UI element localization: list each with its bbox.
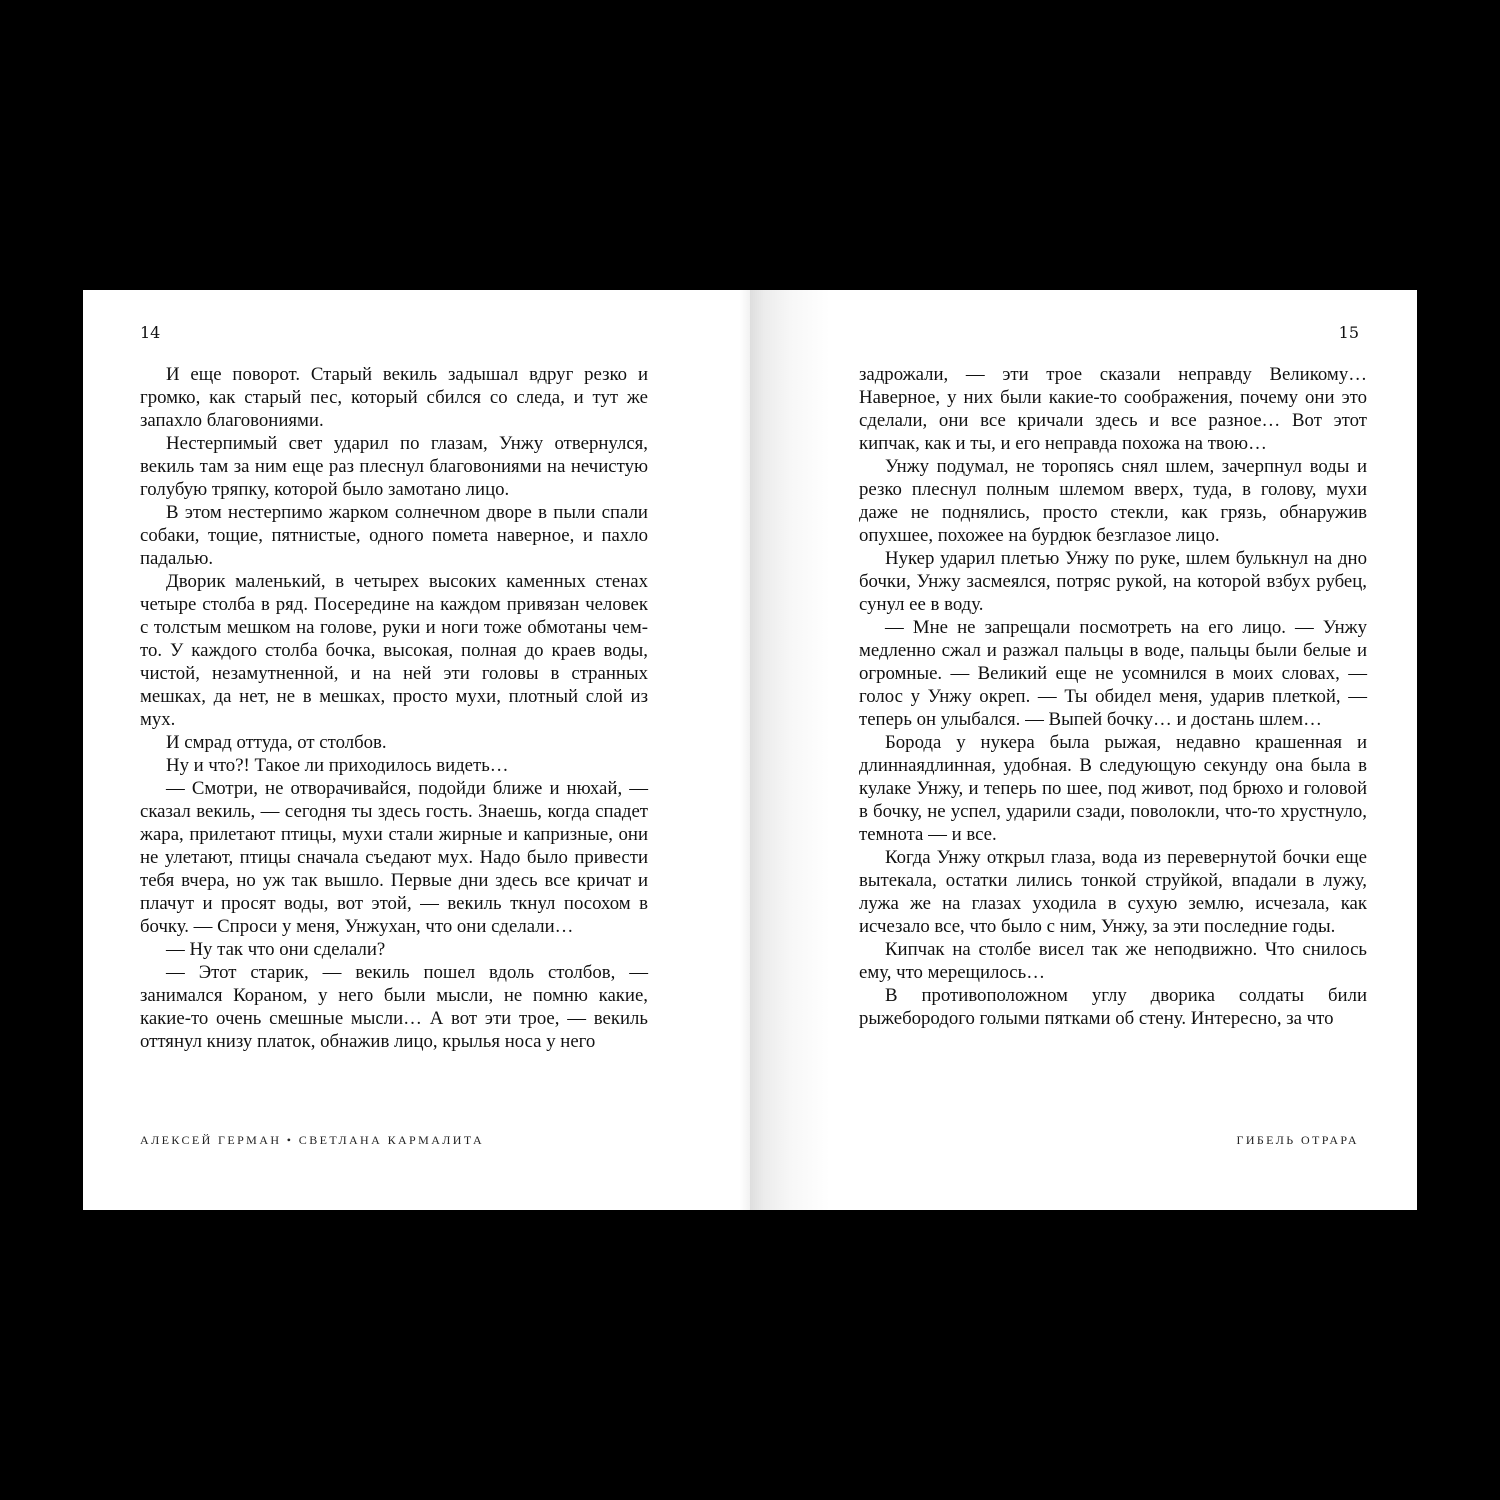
paragraph-continuation: задрожали, — эти трое сказали неправду Великому… Наверное, у них были какие-то соображения, почему они это сделали, они все кричали здесь и все разное… Вот этот кипчак, как и ты, и его неправда похожа на твою…	[859, 364, 1367, 454]
paragraph: И еще поворот. Старый векиль задышал вдруг резко и громко, как старый пес, который сбился со следа, и тут же запахло благовониями.	[140, 364, 648, 431]
paragraph: И смрад оттуда, от столбов.	[166, 732, 387, 753]
paragraph: — Мне не запрещали посмотреть на его лицо. — Унжу медленно сжал и разжал пальцы в воде, пальцы были белые и огромные. — Великий еще не усомнился в моих словах, — голос у Унжу окреп. — Ты обидел меня, ударив плеткой, — теперь он улыбался. — Выпей бочку… и достань шлем…	[859, 617, 1367, 730]
running-footer: ГИБЕЛЬ ОТРАРА	[1236, 1133, 1359, 1147]
paragraph: Ну и что?! Такое ли приходилось видеть…	[166, 755, 509, 776]
right-page	[750, 290, 1417, 1210]
paragraph: Унжу подумал, не торопясь снял шлем, зачерпнул воды и резко плеснул полным шлемом вверх, туда, в голову, мухи даже не поднялись, просто стекли, как грязь, обнаружив опухшее, похожее на бурдюк безглазое лицо.	[859, 456, 1367, 546]
body-text	[140, 363, 648, 1053]
paragraph: Нукер ударил плетью Унжу по руке, шлем булькнул на дно бочки, Унжу засмеялся, потряс рукой, на которой взбух рубец, сунул ее в воду.	[859, 548, 1367, 615]
paragraph: — Ну так что они сделали?	[166, 939, 386, 960]
paragraph: В этом нестерпимо жарком солнечном дворе в пыли спали собаки, тощие, пятнистые, одного помета наверное, и пахло падалью.	[140, 502, 648, 569]
page-number: 14	[140, 323, 161, 342]
body-text	[859, 363, 1367, 1030]
paragraph: Борода у нукера была рыжая, недавно крашенная и длиннаядлинная, удобная. В следующую секунду она была в кулаке Унжу, и теперь по шее, под живот, под брюхо и головой в бочку, не успел, ударили сзади, поволокли, что-то хрустнуло, темнота — и все.	[859, 732, 1367, 845]
book-spread	[83, 290, 1417, 1210]
paragraph: В противоположном углу дворика солдаты били рыжебородого голыми пятками об стену. Интересно, за что	[859, 985, 1367, 1029]
page-number: 15	[1338, 323, 1359, 342]
running-footer: АЛЕКСЕЙ ГЕРМАН • СВЕТЛАНА КАРМАЛИТА	[140, 1133, 485, 1147]
paragraph: Нестерпимый свет ударил по глазам, Унжу отвернулся, векиль там за ним еще раз плеснул благовониями на нечистую голубую тряпку, которой было замотано лицо.	[140, 433, 648, 500]
paragraph: Кипчак на столбе висел так же неподвижно. Что снилось ему, что мерещилось…	[859, 939, 1367, 983]
paragraph: — Этот старик, — векиль пошел вдоль столбов, — занимался Кораном, у него были мысли, не помню какие, какие-то очень смешные мысли… А вот эти трое, — векиль оттянул книзу платок, обнажив лицо, крылья носа у него	[140, 962, 648, 1052]
paragraph: Дворик маленький, в четырех высоких каменных стенах четыре столба в ряд. Посередине на каждом привязан человек с толстым мешком на голове, руки и ноги тоже обмотаны чем-то. У каждого столба бочка, высокая, полная до краев воды, чистой, незамутненной, и на ней эти головы в странных мешках, да нет, не в мешках, просто мухи, плотный слой из мух.	[140, 571, 648, 730]
left-page	[83, 290, 750, 1210]
paragraph: — Смотри, не отворачивайся, подойди ближе и нюхай, — сказал векиль, — сегодня ты здесь гость. Знаешь, когда спадет жара, прилетают птицы, мухи стали жирные и капризные, они не улетают, птицы сначала съедают мух. Надо было привести тебя вчера, но уж так вышло. Первые дни здесь все кричат и плачут и просят воды, вот этой, — векиль ткнул посохом в бочку. — Спроси у меня, Унжухан, что они сделали…	[140, 778, 648, 937]
paragraph: Когда Унжу открыл глаза, вода из перевернутой бочки еще вытекала, остатки лились тонкой струйкой, впадали в лужу, лужа же на глазах уходила в сухую землю, исчезала, как исчезало все, что было с ним, Унжу, за эти последние годы.	[859, 847, 1367, 937]
